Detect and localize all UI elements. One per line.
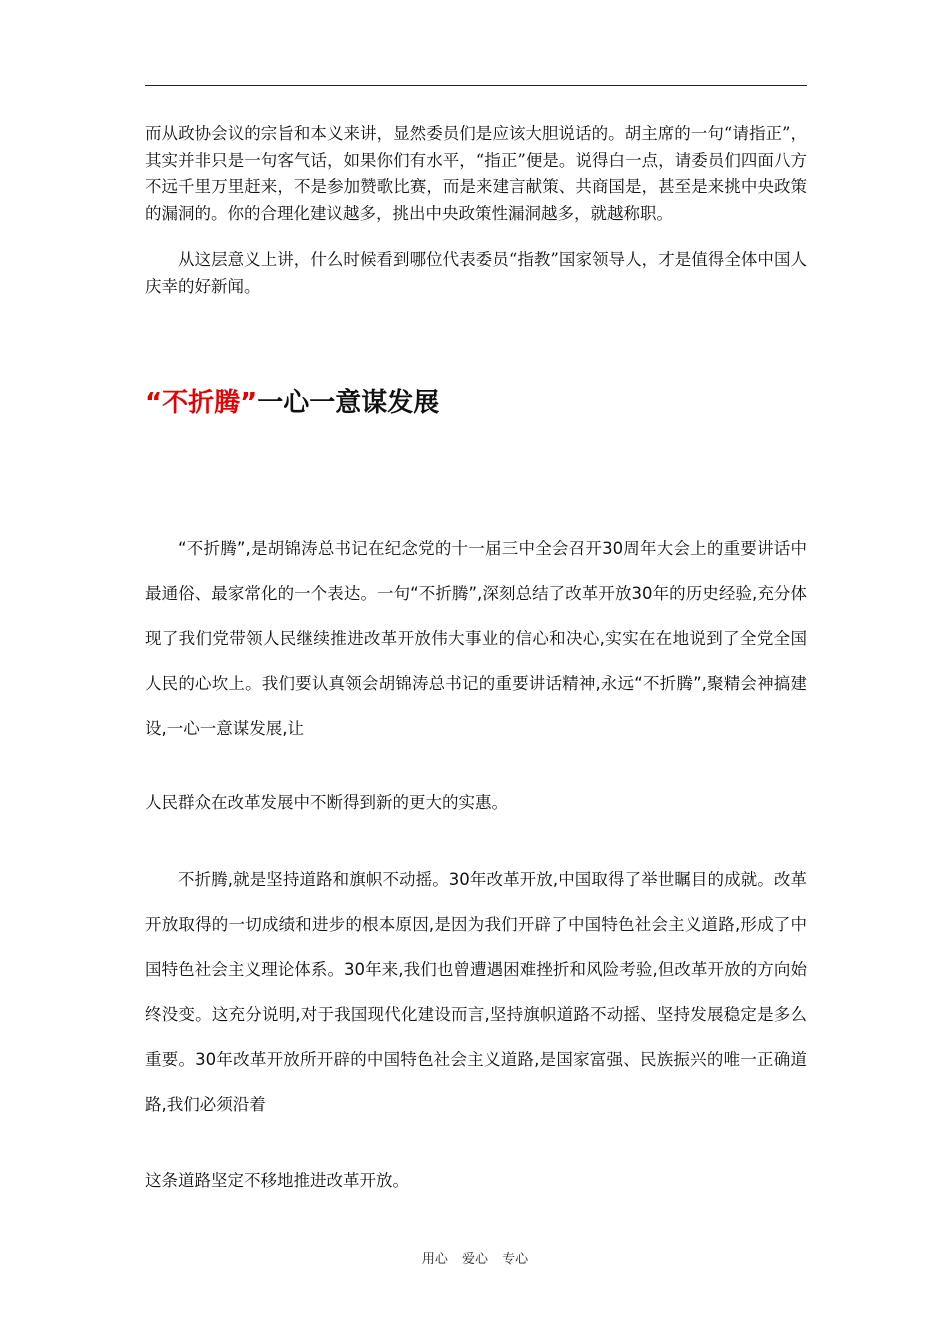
- header-rule: [145, 85, 807, 86]
- page-footer: 用心 爱心 专心: [421, 1252, 529, 1267]
- paragraph-no-tossing-intro-tail: 人民群众在改革发展中不断得到新的更大的实惠。: [145, 793, 508, 812]
- article-title: [145, 382, 439, 419]
- paragraph-road-and-banner-tail: 这条道路坚定不移地推进改革开放。: [145, 1171, 409, 1190]
- paragraph-committee-role: 而从政协会议的宗旨和本义来讲，显然委员们是应该大胆说话的。胡主席的一句“请指正”，其实并非只是一句客气话，如果你们有水平，“指正”便是。说得白一点，请委员们四面八方不远千里万里赶来，不是参加赞歌比赛，而是来建言献策、共商国是，甚至是来挑中央政策的漏洞的。你的合理化建议越多，挑出中央政策性漏洞越多，就越称职。: [145, 124, 807, 223]
- intro-section: [145, 121, 807, 300]
- paragraph-no-tossing-intro: “不折腾”,是胡锦涛总书记在纪念党的十一届三中全会召开30周年大会上的重要讲话中最通俗、最家常化的一个表达。一句“不折腾”,深刻总结了改革开放30年的历史经验,充分体现了我们党带领人民继续推进改革开放伟大事业的信心和决心,实实在在地说到了全党全国人民的心坎上。我们要认真领会胡锦涛总书记的重要讲话精神,永远“不折腾”,聚精会神搞建设,一心一意谋发展,让: [145, 539, 807, 738]
- paragraph-road-and-banner: 不折腾,就是坚持道路和旗帜不动摇。30年改革开放,中国取得了举世瞩目的成就。改革开放取得的一切成绩和进步的根本原因,是因为我们开辟了中国特色社会主义道路,形成了中国特色社会主义理论体系。30年来,我们也曾遭遇困难挫折和风险考验,但改革开放的方向始终没变。这充分说明,对于我国现代化建设而言,坚持旗帜道路不动摇、坚持发展稳定是多么重要。30年改革开放所开辟的中国特色社会主义道路,是国家富强、民族振兴的唯一正确道路,我们必须沿着: [145, 870, 807, 1114]
- article-title-highlight: “不折腾”: [145, 388, 258, 418]
- paragraph-good-news: 从这层意义上讲，什么时候看到哪位代表委员“指教”国家领导人，才是值得全体中国人庆幸的好新闻。: [145, 250, 807, 296]
- article-title-rest: 一心一意谋发展: [257, 388, 440, 418]
